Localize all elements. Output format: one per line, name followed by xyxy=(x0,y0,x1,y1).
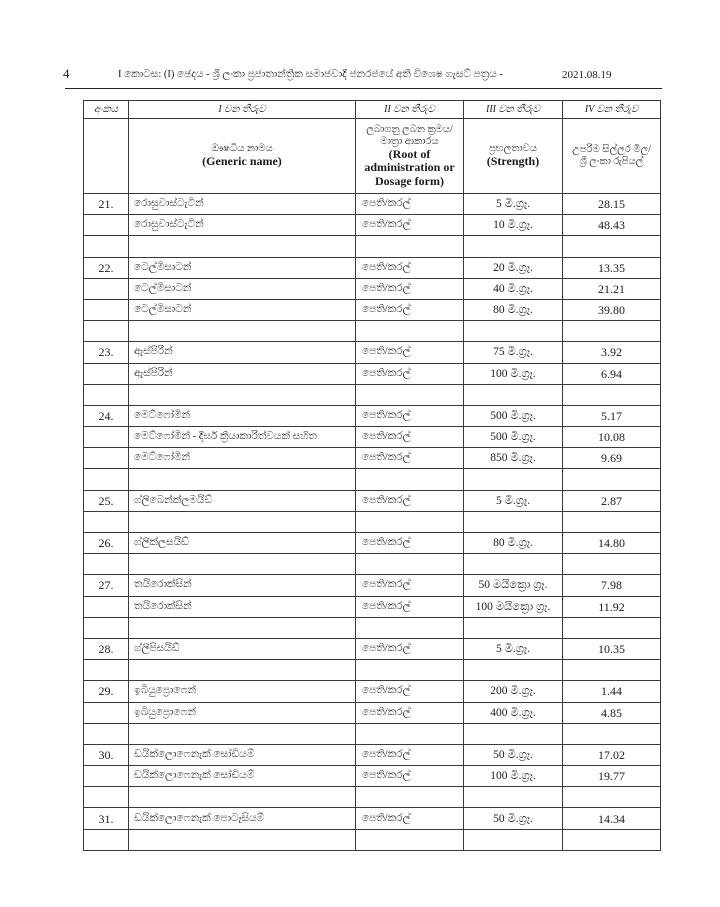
strength-cell: 100 මි.ග්‍රෑ. xyxy=(464,363,563,384)
generic-name-cell: ඩයික්ලොෆෙනැක් පොටෑසියම් xyxy=(129,808,356,829)
blank-cell xyxy=(563,384,661,405)
blank-cell xyxy=(129,469,356,490)
blank-row xyxy=(84,384,661,405)
heading-route-si-line-2: මාත්‍රා ආකාරය xyxy=(380,135,439,147)
table-row xyxy=(84,808,661,829)
dosage-form-cell: පෙති/කරල් xyxy=(356,194,464,215)
blank-cell xyxy=(84,321,129,342)
price-cell: 2.87 xyxy=(563,490,661,511)
blank-cell xyxy=(563,321,661,342)
heading-strength-si: ප්‍රභලතාවය xyxy=(488,143,538,155)
table-row xyxy=(84,342,661,363)
heading-strength-box xyxy=(464,119,562,193)
dosage-form-cell: පෙති/කරල් xyxy=(356,681,464,702)
generic-name-cell: ග්ලිබෙන්ක්ලමයිඩ් xyxy=(129,490,356,511)
dosage-form-cell: පෙති/කරල් xyxy=(356,596,464,617)
table-row xyxy=(84,681,661,702)
blank-cell xyxy=(129,321,356,342)
table-row xyxy=(84,257,661,278)
blank-cell xyxy=(84,469,129,490)
blank-cell xyxy=(129,660,356,681)
generic-name-cell: රොසුවාස්ටැටින් xyxy=(129,215,356,236)
blank-cell xyxy=(356,554,464,575)
strength-cell: 5 මි.ග්‍රෑ. xyxy=(464,194,563,215)
generic-name-cell: ඩයික්ලොෆෙනැක් සෝඩියම් xyxy=(129,766,356,787)
price-cell: 7.98 xyxy=(563,575,661,596)
row-number-cell xyxy=(84,702,129,723)
table-row xyxy=(84,702,661,723)
strength-cell: 5 මි.ග්‍රෑ. xyxy=(464,490,563,511)
price-cell: 11.92 xyxy=(563,596,661,617)
generic-name-cell: මෙට්ෆෝමින් xyxy=(129,448,356,469)
blank-cell xyxy=(356,511,464,532)
dosage-form-cell: පෙති/කරල් xyxy=(356,808,464,829)
price-cell: 4.85 xyxy=(563,702,661,723)
price-cell: 10.35 xyxy=(563,638,661,659)
generic-name-cell: ටෙල්මිසාටන් xyxy=(129,299,356,320)
dosage-form-cell: පෙති/කරල් xyxy=(356,342,464,363)
blank-cell xyxy=(356,321,464,342)
blank-cell xyxy=(464,723,563,744)
strength-cell: 10 මි.ග්‍රෑ. xyxy=(464,215,563,236)
table-row xyxy=(84,299,661,320)
blank-row xyxy=(84,321,661,342)
column-label-row xyxy=(84,101,661,119)
generic-name-cell: ග්ලිපිසයිඩ් xyxy=(129,638,356,659)
heading-generic-name-box xyxy=(129,119,355,193)
price-table-head xyxy=(84,101,661,194)
price-cell: 9.69 xyxy=(563,448,661,469)
dosage-form-cell: පෙති/කරල් xyxy=(356,257,464,278)
price-cell: 19.77 xyxy=(563,766,661,787)
generic-name-cell: ඇස්පිරින් xyxy=(129,342,356,363)
strength-cell: 500 මි.ග්‍රෑ. xyxy=(464,405,563,426)
row-number-cell: 31. xyxy=(84,808,129,829)
heading-number-box xyxy=(84,119,128,193)
row-number-cell xyxy=(84,215,129,236)
blank-cell xyxy=(356,660,464,681)
table-row xyxy=(84,744,661,765)
strength-cell: 40 මි.ග්‍රෑ. xyxy=(464,278,563,299)
blank-cell xyxy=(84,236,129,257)
dosage-form-cell: පෙති/කරල් xyxy=(356,744,464,765)
blank-row xyxy=(84,787,661,808)
strength-cell: 80 මි.ග්‍රෑ. xyxy=(464,299,563,320)
blank-cell xyxy=(84,617,129,638)
blank-cell xyxy=(563,236,661,257)
generic-name-cell: ඉබියුප්‍රොෆෙන් xyxy=(129,681,356,702)
strength-cell: 50 මි.ග්‍රෑ. xyxy=(464,808,563,829)
blank-cell xyxy=(464,469,563,490)
strength-cell: 75 මි.ග්‍රෑ. xyxy=(464,342,563,363)
generic-name-cell: ඩයික්ලොෆෙනැක් සෝඩියම් xyxy=(129,744,356,765)
column-heading-row xyxy=(84,119,661,194)
blank-cell xyxy=(84,787,129,808)
strength-cell: 20 මි.ග්‍රෑ. xyxy=(464,257,563,278)
blank-cell xyxy=(563,617,661,638)
blank-cell xyxy=(84,511,129,532)
row-number-cell: 27. xyxy=(84,575,129,596)
row-number-cell: 30. xyxy=(84,744,129,765)
heading-strength-cell xyxy=(464,119,563,194)
blank-cell xyxy=(129,384,356,405)
blank-cell xyxy=(464,554,563,575)
heading-strength-en: (Strength) xyxy=(486,154,540,169)
column-label-2: II වන තීරුව xyxy=(356,101,464,119)
generic-name-cell: තයිරොක්සින් xyxy=(129,575,356,596)
strength-cell: 400 මි.ග්‍රෑ. xyxy=(464,702,563,723)
strength-cell: 5 මි.ග්‍රෑ. xyxy=(464,638,563,659)
strength-cell: 80 මි.ග්‍රෑ. xyxy=(464,533,563,554)
table-row xyxy=(84,490,661,511)
blank-cell xyxy=(464,787,563,808)
price-table-body xyxy=(84,194,661,851)
price-cell: 17.02 xyxy=(563,744,661,765)
table-row xyxy=(84,448,661,469)
blank-cell xyxy=(356,829,464,850)
generic-name-cell: ඇස්පිරින් xyxy=(129,363,356,384)
table-row xyxy=(84,766,661,787)
column-label-1: I වන තීරුව xyxy=(129,101,356,119)
table-row xyxy=(84,533,661,554)
strength-cell: 100 මි.ග්‍රෑ. xyxy=(464,766,563,787)
dosage-form-cell: පෙති/කරල් xyxy=(356,405,464,426)
price-cell: 48.43 xyxy=(563,215,661,236)
blank-cell xyxy=(464,321,563,342)
dosage-form-cell: පෙති/කරල් xyxy=(356,638,464,659)
generic-name-cell: ඉබියුප්‍රොෆෙන් xyxy=(129,702,356,723)
blank-cell xyxy=(464,829,563,850)
row-number-cell: 28. xyxy=(84,638,129,659)
strength-cell: 850 මි.ග්‍රෑ. xyxy=(464,448,563,469)
dosage-form-cell: පෙති/කරල් xyxy=(356,278,464,299)
blank-cell xyxy=(129,787,356,808)
blank-cell xyxy=(84,554,129,575)
strength-cell: 50 මයික්‍රො ග්‍රෑ. xyxy=(464,575,563,596)
table-row xyxy=(84,278,661,299)
row-number-cell xyxy=(84,278,129,299)
dosage-form-cell: පෙති/කරල් xyxy=(356,766,464,787)
table-row xyxy=(84,638,661,659)
blank-cell xyxy=(464,617,563,638)
dosage-form-cell: පෙති/කරල් xyxy=(356,363,464,384)
blank-cell xyxy=(129,236,356,257)
row-number-cell: 26. xyxy=(84,533,129,554)
blank-cell xyxy=(563,723,661,744)
blank-cell xyxy=(84,660,129,681)
strength-cell: 100 මයික්‍රො ග්‍රෑ. xyxy=(464,596,563,617)
blank-cell xyxy=(129,554,356,575)
heading-route-en: (Root of administration or Dosage form) xyxy=(364,146,455,188)
generic-name-cell: මෙට්ෆෝමින් - දීර්ඝ ක්‍රියාකාරිත්වයක් සහිත xyxy=(129,427,356,448)
dosage-form-cell: පෙති/කරල් xyxy=(356,490,464,511)
row-number-cell: 29. xyxy=(84,681,129,702)
generic-name-cell: මෙට්ෆෝමින් xyxy=(129,405,356,426)
generic-name-cell: ටෙල්මිසාටන් xyxy=(129,278,356,299)
row-number-cell: 22. xyxy=(84,257,129,278)
price-cell: 14.80 xyxy=(563,533,661,554)
blank-row xyxy=(84,660,661,681)
page-number: 4 xyxy=(63,66,70,81)
column-label-3: III වන තීරුව xyxy=(464,101,563,119)
strength-cell: 200 මි.ග්‍රෑ. xyxy=(464,681,563,702)
price-cell: 1.44 xyxy=(563,681,661,702)
price-cell: 21.21 xyxy=(563,278,661,299)
blank-cell xyxy=(84,723,129,744)
running-head-date: 2021.08.19 xyxy=(562,69,612,81)
table-row xyxy=(84,363,661,384)
strength-cell: 50 මි.ග්‍රෑ. xyxy=(464,744,563,765)
table-row xyxy=(84,405,661,426)
table-row xyxy=(84,215,661,236)
table-row xyxy=(84,427,661,448)
price-cell: 6.94 xyxy=(563,363,661,384)
price-cell: 28.15 xyxy=(563,194,661,215)
price-cell: 14.34 xyxy=(563,808,661,829)
heading-generic-name-cell xyxy=(129,119,356,194)
blank-row xyxy=(84,236,661,257)
dosage-form-cell: පෙති/කරල් xyxy=(356,299,464,320)
heading-price-cell xyxy=(563,119,661,194)
price-cell: 3.92 xyxy=(563,342,661,363)
blank-cell xyxy=(356,236,464,257)
column-label-number: අංකය xyxy=(84,101,129,119)
dosage-form-cell: පෙති/කරල් xyxy=(356,533,464,554)
blank-cell xyxy=(129,829,356,850)
generic-name-cell: ටෙල්මිසාටන් xyxy=(129,257,356,278)
heading-dosage-form-box xyxy=(356,119,463,193)
price-cell: 10.08 xyxy=(563,427,661,448)
running-head-title: I කොටස: (I) ඡෙදය - ශ්‍රී ලංකා ප්‍රජාතාන්ත්‍රික සමාජවාදී ජනරජයේ අති විශෙෂ ගැසට් පත්‍රය - xyxy=(118,69,503,80)
generic-name-cell: ග්ලික්ලසයිඩ් xyxy=(129,533,356,554)
blank-cell xyxy=(563,511,661,532)
row-number-cell xyxy=(84,596,129,617)
blank-cell xyxy=(563,469,661,490)
dosage-form-cell: පෙති/කරල් xyxy=(356,215,464,236)
table-row xyxy=(84,575,661,596)
row-number-cell xyxy=(84,766,129,787)
row-number-cell xyxy=(84,448,129,469)
blank-cell xyxy=(563,829,661,850)
row-number-cell: 21. xyxy=(84,194,129,215)
blank-cell xyxy=(464,384,563,405)
dosage-form-cell: පෙති/කරල් xyxy=(356,427,464,448)
dosage-form-cell: පෙති/කරල් xyxy=(356,702,464,723)
dosage-form-cell: පෙති/කරල් xyxy=(356,448,464,469)
heading-route-si-line-1: ලබාගනු ලබන ක්‍රමය/ xyxy=(366,123,453,135)
column-label-4: IV වන තීරුව xyxy=(563,101,661,119)
blank-row xyxy=(84,554,661,575)
blank-cell xyxy=(464,660,563,681)
heading-generic-name-si: ඖෂධීය නාමය xyxy=(211,143,273,155)
blank-cell xyxy=(464,236,563,257)
heading-dosage-form-cell xyxy=(356,119,464,194)
table-row xyxy=(84,194,661,215)
heading-price-si-line-2: ශ්‍රී ලංකා රුපියල් xyxy=(579,156,644,167)
row-number-cell: 24. xyxy=(84,405,129,426)
price-cell: 13.35 xyxy=(563,257,661,278)
blank-cell xyxy=(356,617,464,638)
blank-cell xyxy=(84,384,129,405)
blank-cell xyxy=(356,384,464,405)
blank-row xyxy=(84,617,661,638)
blank-row xyxy=(84,829,661,850)
blank-cell xyxy=(356,469,464,490)
generic-name-cell: රොසුවාස්ටැටින් xyxy=(129,194,356,215)
price-table xyxy=(83,100,661,851)
row-number-cell xyxy=(84,299,129,320)
row-number-cell: 23. xyxy=(84,342,129,363)
blank-cell xyxy=(84,829,129,850)
blank-cell xyxy=(464,511,563,532)
blank-row xyxy=(84,511,661,532)
row-number-cell xyxy=(84,363,129,384)
row-number-cell: 25. xyxy=(84,490,129,511)
price-cell: 5.17 xyxy=(563,405,661,426)
blank-row xyxy=(84,469,661,490)
blank-cell xyxy=(563,660,661,681)
blank-cell xyxy=(356,787,464,808)
heading-price-box xyxy=(563,119,660,193)
blank-cell xyxy=(563,554,661,575)
row-number-cell xyxy=(84,427,129,448)
blank-cell xyxy=(129,723,356,744)
blank-cell xyxy=(129,511,356,532)
table-row xyxy=(84,596,661,617)
blank-cell xyxy=(356,723,464,744)
blank-row xyxy=(84,723,661,744)
price-cell: 39.80 xyxy=(563,299,661,320)
dosage-form-cell: පෙති/කරල් xyxy=(356,575,464,596)
blank-cell xyxy=(129,617,356,638)
blank-cell xyxy=(563,787,661,808)
generic-name-cell: තයිරොක්සින් xyxy=(129,596,356,617)
heading-number-cell xyxy=(84,119,129,194)
header-rule xyxy=(65,88,662,89)
strength-cell: 500 මි.ග්‍රෑ. xyxy=(464,427,563,448)
heading-generic-name-en: (Generic name) xyxy=(202,154,282,169)
heading-price-si-line-1: උපරිම සිල්ලර මිල/ xyxy=(572,144,651,155)
